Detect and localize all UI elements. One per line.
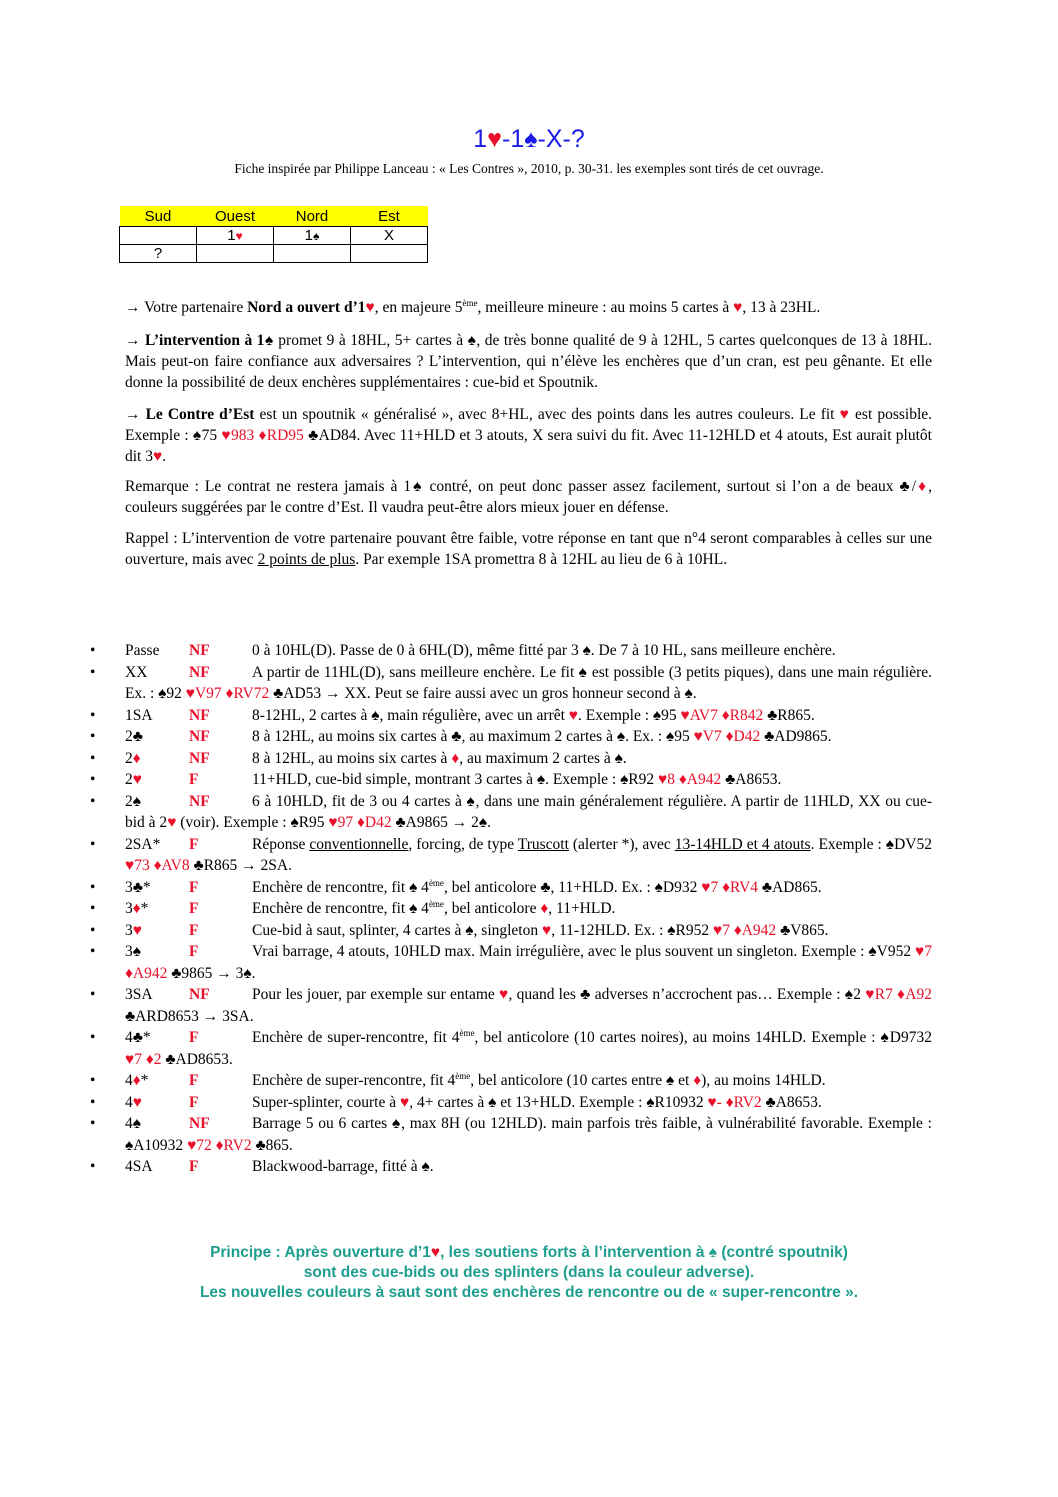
auction-header-row [120, 206, 428, 227]
list-item: • 4SA F Blackwood-barrage, fitté à ♠. [90, 1158, 434, 1175]
list-item: • 3♣* F Enchère de rencontre, fit ♠ 4ème, bel anticolore ♣, 11+HLD. Ex. : ♠D932 ♥7 ♦RV4 ♣AD865. [90, 877, 822, 896]
list-item: • 3SA NF Pour les jouer, par exemple sur entame ♥, quand les ♣ adverses n’accrochent pas… Exemple : ♠2 ♥R7 ♦A92 ♣ARD8653 → 3SA. [90, 986, 932, 1025]
header-north: Nord [274, 206, 351, 227]
list-item: • 4♦* F Enchère de super-rencontre, fit 4ème, bel anticolore (10 cartes entre ♠ et ♦), au moins 14HLD. [90, 1070, 826, 1089]
paragraph-double: → Le Contre d’Est est un spoutnik « généralisé », avec 8+HL, avec des points dans les autres couleurs. Le fit ♥ est possible. Exemple : ♠75 ♥983 ♦RD95 ♣AD84. Avec 11+HLD et 3 atouts, X sera suivi du fit. Avec 11-12HLD et 4 atouts, Est aurait plutôt dit 3♥. [125, 406, 933, 465]
auction-cell-north-bid: 1♠ [274, 227, 351, 245]
list-item: • 4♣* F Enchère de super-rencontre, fit 4ème, bel anticolore (10 cartes noires), au moins 14HLD. Exemple : ♠D9732 ♥7 ♦2 ♣AD8653. [90, 1027, 933, 1068]
list-item: • 3♠ F Vrai barrage, 4 atouts, 10HLD max. Main irrégulière, avec le plus souvent un singleton. Exemple : ♠V952 ♥7 ♦A942 ♣9865 → 3♠. [90, 943, 933, 982]
principle-box [0, 1243, 1058, 1303]
list-item: • 3♥ F Cue-bid à saut, splinter, 4 cartes à ♠, singleton ♥, 11-12HLD. Ex. : ♠R952 ♥7 ♦A942 ♣V865. [90, 921, 829, 939]
list-item: • 2♣ NF 8 à 12HL, au moins six cartes à ♣, au maximum 2 cartes à ♠. Ex. : ♠95 ♥V7 ♦D42 ♣AD9865. [90, 728, 832, 745]
auction-cell-south-question: ? [120, 245, 197, 263]
title-part-2: -1♠-X-? [502, 125, 585, 153]
auction-table [119, 206, 428, 263]
bid-list [90, 640, 932, 1178]
list-item: • XX NF A partir de 11HL(D), sans meilleure enchère. Le fit ♠ est possible (3 petits piques), dans une main régulière. Ex. : ♠92 ♥V97 ♦RV72 ♣AD53 → XX. Peut se faire aussi avec un gros honneur second à ♠. [90, 663, 932, 702]
auction-cell [197, 245, 274, 263]
principle-line-2: sont des cue-bids ou des splinters (dans la couleur adverse). [303, 1264, 755, 1281]
heart-icon: ♥ [487, 125, 502, 153]
paragraph-intervention: → L’intervention à 1♠ promet 9 à 18HL, 5+ cartes à ♠, de très bonne qualité de 9 à 12HL, 5 cartes quelconques de 13 à 18HL. Mais peut-on faire confiance aux adversaires ? L’intervention, qui n’élève les enchères que d’un cran, est peu gênante. Et elle donne la possibilité de deux enchères supplémentaires : cue-bid et Spoutnik. [125, 332, 933, 391]
auction-cell-east-bid: X [351, 227, 428, 245]
title-part-1: 1 [473, 125, 488, 153]
principle-line-3: Les nouvelles couleurs à saut sont des enchères de rencontre ou de « super-rencontre ». [199, 1284, 859, 1301]
list-item: • Passe NF 0 à 10HL(D). Passe de 0 à 6HL(D), même fitté par 3 ♠. De 7 à 10 HL, sans meilleure enchère. [90, 642, 836, 659]
paragraph-opening: → Votre partenaire Nord a ouvert d’1♥, en majeure 5ème, meilleure mineure : au moins 5 cartes à ♥, 13 à 23HL. [125, 297, 821, 316]
header-east: Est [351, 206, 428, 227]
list-item: • 2♠ NF 6 à 10HLD, fit de 3 ou 4 cartes à ♠, dans une main généralement régulière. A partir de 11HLD, XX ou cue-bid à 2♥ (voir). Exemple : ♠R95 ♥97 ♦D42 ♣A9865 → 2♠. [90, 792, 932, 831]
list-item: • 1SA NF 8-12HL, 2 cartes à ♠, main régulière, avec un arrêt ♥. Exemple : ♠95 ♥AV7 ♦R842 ♣R865. [90, 706, 815, 724]
principle-line-1: Principe : Après ouverture d’1♥, les soutiens forts à l’intervention à ♠ (contré spoutnik) [210, 1244, 848, 1261]
list-item: • 4♠ NF Barrage 5 ou 6 cartes ♠, max 8H (ou 12HLD). main parfois très faible, à vulnérabilité favorable. Exemple : ♠A10932 ♥72 ♦RV2 ♣865. [90, 1115, 932, 1154]
page-title [0, 125, 1058, 154]
auction-row-2 [120, 245, 428, 263]
auction-cell [351, 245, 428, 263]
list-item: • 4♥ F Super-splinter, courte à ♥, 4+ cartes à ♠ et 13+HLD. Exemple : ♠R10932 ♥- ♦RV2 ♣A8653. [90, 1093, 822, 1111]
list-item: • 2♦ NF 8 à 12HL, au moins six cartes à ♦, au maximum 2 cartes à ♠. [90, 749, 627, 767]
list-item: • 2♥ F 11+HLD, cue-bid simple, montrant 3 cartes à ♠. Exemple : ♠R92 ♥8 ♦A942 ♣A8653. [90, 771, 782, 788]
header-south: Sud [120, 206, 197, 227]
paragraph-remark: Remarque : Le contrat ne restera jamais à 1♠ contré, on peut donc passer assez facilement, surtout si l’on a de beaux ♣/♦, couleurs suggérées par le contre d’Est. Il vaudra peut-être alors mieux jouer en défense. [125, 478, 932, 516]
paragraph-reminder: Rappel : L’intervention de votre partenaire pouvant être faible, votre réponse en tant que n°4 seront comparables à celles sur une ouverture, mais avec 2 points de plus. Par exemple 1SA promettra 8 à 12HL au lieu de 6 à 10HL. [125, 530, 932, 568]
source-note: Fiche inspirée par Philippe Lanceau : « Les Contres », 2010, p. 30-31. les exemples sont tirés de cet ouvrage. [234, 161, 824, 176]
auction-row-1 [120, 227, 428, 245]
list-item: • 2SA* F Réponse conventionnelle, forcing, de type Truscott (alerter *), avec 13-14HLD et 4 atouts. Exemple : ♠DV52 ♥73 ♦AV8 ♣R865 → 2SA. [90, 835, 932, 874]
auction-cell [120, 227, 197, 245]
header-west: Ouest [197, 206, 274, 227]
list-item: • 3♦* F Enchère de rencontre, fit ♠ 4ème, bel anticolore ♦, 11+HLD. [90, 898, 616, 917]
auction-cell-west-bid: 1♥ [197, 227, 274, 245]
auction-cell [274, 245, 351, 263]
